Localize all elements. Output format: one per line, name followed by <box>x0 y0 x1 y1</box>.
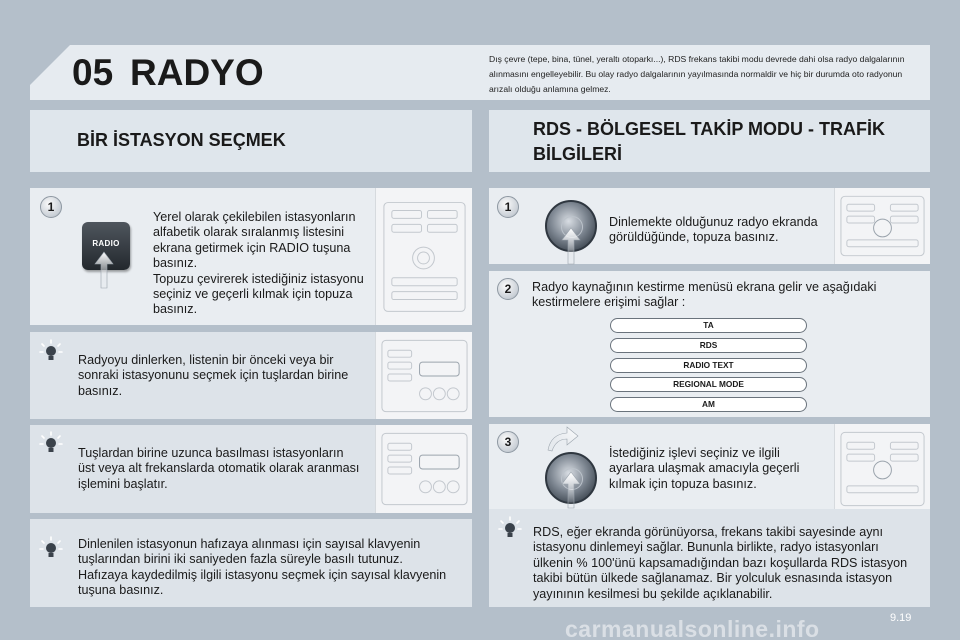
left-tip3-text <box>78 537 468 599</box>
text-line: istasyonu dinlemeyi sağlar. Bununla birlikte, radyo istasyonları <box>533 540 879 555</box>
text-line: görüldüğünde, topuza basınız. <box>609 230 779 245</box>
text-line: ülkenin % 100'ünü kapsamadığından bazı koşullarda RDS istasyon <box>533 555 908 570</box>
menu-item-ta[interactable]: TA <box>610 318 807 333</box>
text-line: RDS, eğer ekranda görünüyorsa, frekans takibi sayesinde aynı <box>533 525 884 539</box>
chapter-title: RADYO <box>130 52 264 93</box>
text-line: Topuzu çevirerek istediğiniz istasyonu <box>153 271 364 286</box>
radio-unit-illustration <box>375 188 472 325</box>
lightbulb-icon <box>38 430 64 456</box>
menu-item-radio-text[interactable]: RADIO TEXT <box>610 358 807 373</box>
text-line: seçiniz ve geçerli kılmak için topuza <box>153 287 353 302</box>
lightbulb-icon <box>497 515 523 541</box>
text-line: Tuşlardan birine uzunca basılması istasyonların <box>78 446 344 460</box>
lightbulb-icon <box>38 338 64 364</box>
text-line: Dinlenilen istasyonun hafızaya alınması için sayısal klavyenin <box>78 537 421 551</box>
page-number: 9.19 <box>890 612 912 624</box>
menu-item-regional-mode[interactable]: REGIONAL MODE <box>610 377 807 392</box>
watermark: carmanualsonline.info <box>565 616 820 640</box>
radio-faceplate-drawing <box>376 188 472 325</box>
radio-unit-illustration <box>375 332 472 419</box>
left-tip1-text <box>78 353 378 399</box>
menu-item-am[interactable]: AM <box>610 397 807 412</box>
radio-faceplate-drawing <box>376 425 472 513</box>
chapter-number: 05 <box>72 52 114 93</box>
radio-unit-illustration <box>375 425 472 513</box>
text-line: yayınının kesilmesi bu şekilde açıklanabilir. <box>533 586 773 601</box>
radio-faceplate-drawing <box>835 424 930 514</box>
radio-faceplate-drawing <box>835 188 930 264</box>
right-step2-text <box>532 280 922 311</box>
radio-unit-illustration <box>834 188 930 264</box>
radio-unit-illustration <box>834 424 930 514</box>
text-line: alfabetik olarak sıralanmış listesini <box>153 225 345 240</box>
text-line: basınız. <box>153 302 198 317</box>
text-line: İstediğiniz işlevi seçiniz ve ilgili <box>609 446 780 460</box>
text-line: Yerel olarak çekilebilen istasyonların <box>153 210 356 224</box>
step-badge: 3 <box>497 431 519 453</box>
text-line: ayarlara ulaşmak amacıyla geçerli <box>609 461 800 476</box>
text-line: sonraki istasyonunu seçmek için tuşlardan birine <box>78 368 349 383</box>
text-line: işlemini başlatır. <box>78 476 168 491</box>
right-section-title-line: BİLGİLERİ <box>533 144 622 164</box>
rotate-arrow-icon <box>545 424 581 454</box>
right-section-title <box>533 117 885 167</box>
right-step3-text <box>609 446 829 492</box>
text-line: Hafızaya kaydedilmiş ilgili istasyonu seçmek için sayısal klavyenin <box>78 567 447 582</box>
lightbulb-icon <box>38 535 64 561</box>
text-line: ekrana getirmek için RADIO tuşuna <box>153 240 351 255</box>
press-arrow-icon <box>560 226 582 266</box>
press-arrow-icon <box>560 470 582 510</box>
menu-item-rds[interactable]: RDS <box>610 338 807 353</box>
left-section-title: BİR İSTASYON SEÇMEK <box>77 130 286 150</box>
text-line: üst veya alt frekanslarda otomatik olarak aranması <box>78 461 360 476</box>
step-badge: 2 <box>497 278 519 300</box>
step-badge: 1 <box>497 196 519 218</box>
right-step1-text <box>609 215 839 246</box>
left-tip2-text <box>78 446 378 492</box>
text-line: kılmak için topuza basınız. <box>609 476 757 491</box>
press-arrow-icon <box>93 250 115 290</box>
radio-key-label: RADIO <box>92 239 120 248</box>
text-line: kestirmelere erişimi sağlar : <box>532 295 686 310</box>
text-line: tuşlarından birini iki saniyeden fazla süreyle basılı tutunuz. <box>78 552 403 567</box>
left-step1-text <box>153 210 378 318</box>
header-note: Dış çevre (tepe, bina, tünel, yeraltı otoparkı...), RDS frekans takibi modu devrede dahi olsa radyo dalgalarının alınmasını engelleyebilir. Bu olay radyo dalgalarının yayılmasında normaldir ve hiç bir durumda oto radyonun arızalı olduğu anlamına gelmez. <box>489 54 905 94</box>
text-line: Radyoyu dinlerken, listenin bir önceki veya bir <box>78 353 334 367</box>
text-line: Radyo kaynağının kestirme menüsü ekrana gelir ve aşağıdaki <box>532 280 877 294</box>
text-line: basınız. <box>153 256 198 271</box>
text-line: takibi bütün ülkede sağlanamaz. Bir yolculuk esnasında istasyon <box>533 571 893 586</box>
right-section-title-line: RDS - BÖLGESEL TAKİP MODU - TRAFİK <box>533 119 886 139</box>
text-line: basınız. <box>78 383 123 398</box>
step-badge: 1 <box>40 196 62 218</box>
text-line: tuşuna basınız. <box>78 583 164 598</box>
radio-faceplate-drawing <box>376 332 472 419</box>
right-tip-text <box>533 525 923 602</box>
text-line: Dinlemekte olduğunuz radyo ekranda <box>609 215 818 229</box>
